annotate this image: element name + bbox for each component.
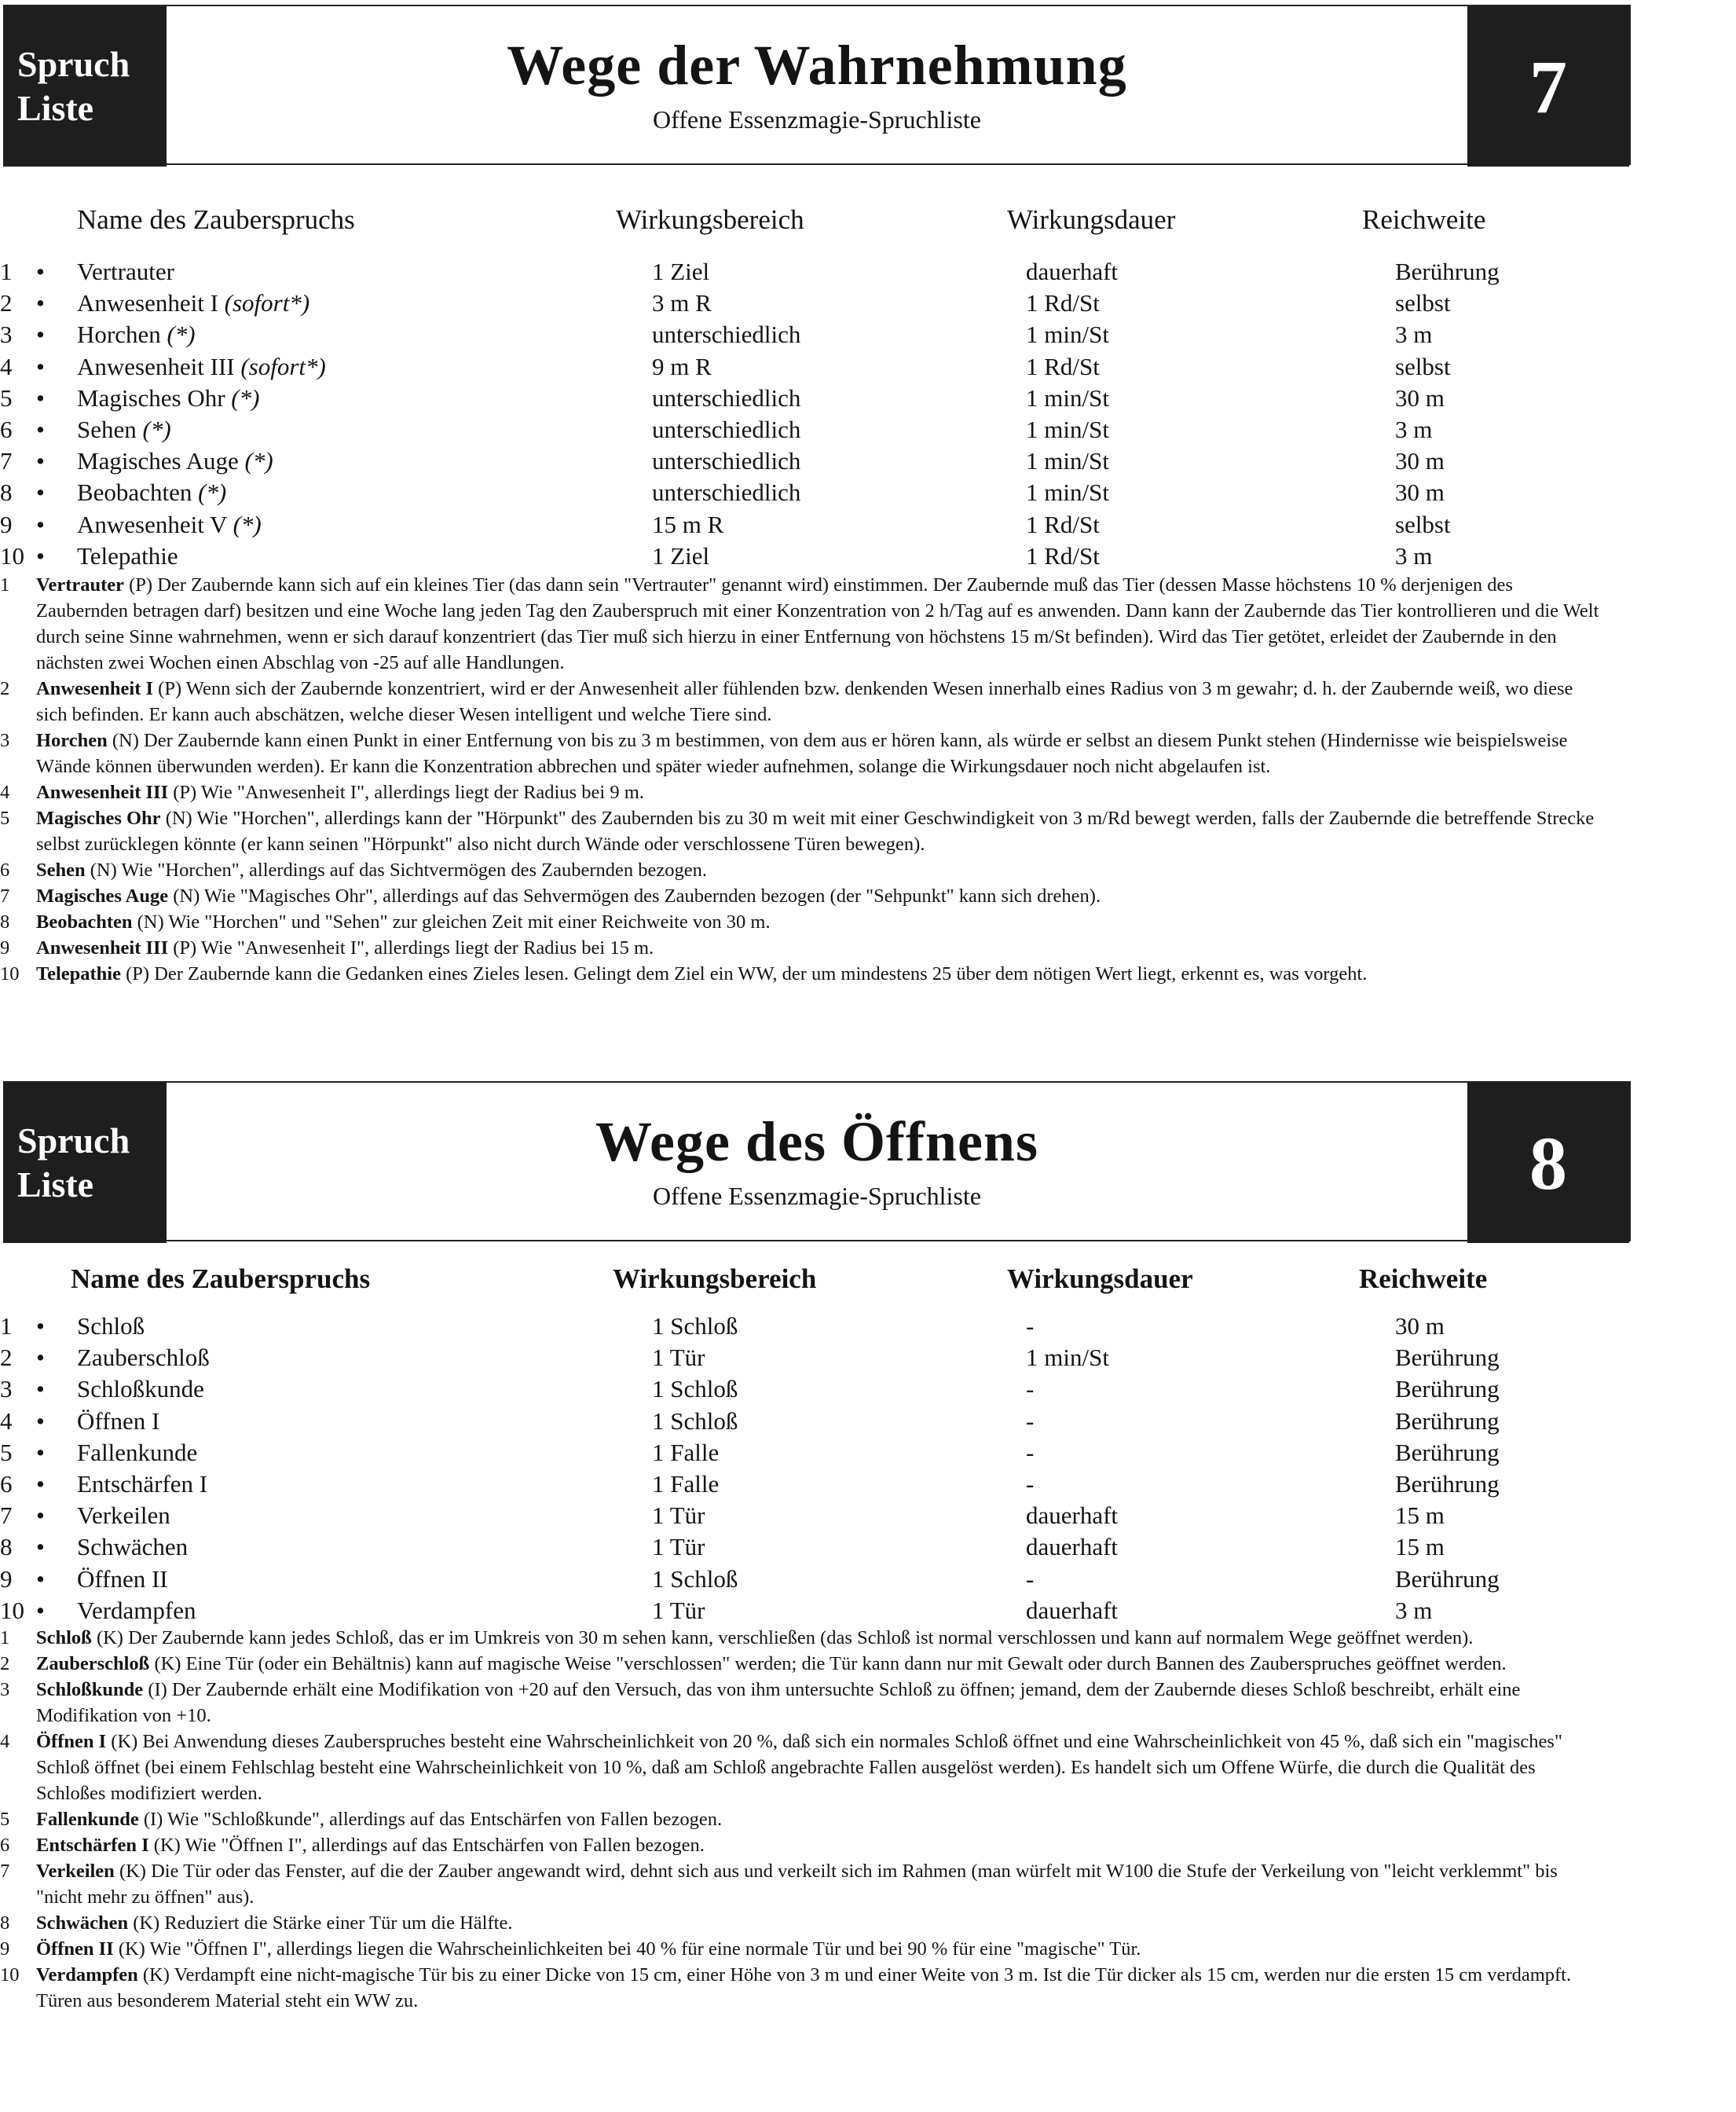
- description-number: 2: [0, 678, 10, 699]
- description-number: 5: [0, 808, 10, 829]
- description-spell-name: Öffnen I: [36, 1731, 107, 1752]
- column-header-bereich: Wirkungsbereich: [616, 204, 804, 235]
- spell-description: [0, 1832, 1602, 1858]
- spell-duration: -: [1026, 1564, 1035, 1593]
- spell-name: [77, 511, 262, 539]
- spell-name-text: Magisches Ohr: [77, 383, 225, 412]
- description-number: 9: [0, 1938, 10, 1960]
- spell-description: [0, 1806, 1602, 1832]
- description-spell-name: Zauberschloß: [36, 1653, 150, 1674]
- bullet-icon: •: [36, 321, 45, 349]
- spell-suffix: (*): [142, 416, 171, 443]
- spell-area: 1 Schloß: [652, 1375, 738, 1403]
- list-number: 7: [1467, 6, 1629, 167]
- description-spell-name: Schloßkunde: [36, 1679, 144, 1700]
- spell-description: [0, 1910, 1602, 1936]
- description-text: (N) Der Zaubernde kann einen Punkt in einer Entfernung von bis zu 3 m bestimmen, von dem aus er hören kann, als würde er selbst an diesem Punkt stehen (Hindernisse wie beispielsweise Wände können überwunden werden). Er kann die Konzentration abbrechen und später wieder aufnehmen, solange die Wirkungsdauer noch nicht abgelaufen ist.: [36, 730, 1568, 777]
- spell-duration: 1 Rd/St: [1026, 510, 1100, 538]
- spell-name: Öffnen II: [77, 1564, 168, 1593]
- spell-number: 3: [0, 321, 13, 349]
- description-spell-name: Magisches Auge: [36, 886, 169, 907]
- table-row: [0, 321, 1689, 352]
- spell-description: [0, 1936, 1602, 1962]
- table-row: [0, 1375, 1689, 1406]
- description-text: (N) Wie "Magisches Ohr", allerdings auf das Sehvermögen des Zaubernden bezogen (der "Sehpunkt" kann sich drehen).: [168, 886, 1101, 907]
- bullet-icon: •: [36, 383, 45, 412]
- description-spell-name: Anwesenheit III: [36, 782, 169, 803]
- list-title: Wege der Wahrnehmung: [507, 34, 1127, 97]
- list-header: [3, 5, 1631, 165]
- spell-duration: 1 Rd/St: [1026, 352, 1100, 380]
- badge-line-1: Spruch: [17, 44, 130, 84]
- spell-descriptions: [0, 1625, 1602, 2014]
- spell-duration: -: [1026, 1406, 1035, 1435]
- spell-name: Schloß: [77, 1312, 145, 1340]
- column-header-reichweite: Reichweite: [1362, 204, 1486, 235]
- spell-area: 1 Ziel: [652, 258, 710, 285]
- spell-description: [0, 779, 1602, 805]
- description-spell-name: Horchen: [36, 730, 108, 751]
- description-spell-name: Schloß: [36, 1627, 92, 1648]
- spell-area: unterschiedlich: [652, 383, 801, 412]
- table-row: [0, 1565, 1689, 1597]
- spell-descriptions: [0, 572, 1602, 987]
- bullet-icon: •: [36, 1438, 45, 1466]
- description-text: (N) Wie "Horchen", allerdings auf das Sichtvermögen des Zaubernden bezogen.: [85, 860, 708, 881]
- spell-name: Vertrauter: [77, 258, 174, 285]
- bullet-icon: •: [36, 416, 45, 443]
- description-number: 8: [0, 1912, 10, 1934]
- description-text: (N) Wie "Horchen" und "Sehen" zur gleichen Zeit mit einer Reichweite von 30 m.: [132, 911, 771, 933]
- spell-name: [77, 384, 259, 412]
- badge-line-2: Liste: [17, 88, 94, 128]
- spell-range: 30 m: [1395, 478, 1445, 507]
- spell-name: [77, 416, 171, 444]
- table-row: [0, 1439, 1689, 1470]
- description-number: 2: [0, 1653, 10, 1674]
- spell-description: [0, 572, 1602, 676]
- column-header-name: Name des Zauberspruchs: [77, 204, 355, 235]
- spell-name-text: Beobachten: [77, 478, 192, 507]
- bullet-icon: •: [36, 1502, 45, 1530]
- spell-range: Berührung: [1395, 1564, 1500, 1593]
- spell-range: selbst: [1395, 510, 1451, 538]
- spell-name: Schwächen: [77, 1533, 189, 1561]
- spell-name-text: Horchen: [77, 321, 161, 349]
- description-text: (K) Der Zaubernde kann jedes Schloß, das er im Umkreis von 30 m sehen kann, verschließen (das Schloß ist normal verschlossen und kann auf normalem Wege geöffnet werden).: [91, 1627, 1474, 1648]
- description-text: (K) Wie "Öffnen I", allerdings liegen die Wahrscheinlichkeiten bei 40 % für eine normale Tür und bei 90 % für eine "magische" Tür.: [113, 1938, 1141, 1960]
- spell-area: 15 m R: [652, 510, 724, 538]
- spell-description: [0, 909, 1602, 935]
- spell-number: 1: [0, 1312, 13, 1340]
- spell-suffix: (sofort*): [240, 352, 326, 380]
- spell-suffix: (sofort*): [224, 289, 310, 317]
- bullet-icon: •: [36, 1564, 45, 1593]
- description-text: (K) Eine Tür (oder ein Behältnis) kann auf magische Weise "verschlossen" werden; die Tür kann dann nur mit Gewalt oder durch Bannen des Zauberspruches geöffnet werden.: [149, 1653, 1507, 1674]
- spell-name: Zauberschloß: [77, 1344, 210, 1372]
- spell-number: 2: [0, 1344, 13, 1372]
- bullet-icon: •: [36, 1312, 45, 1340]
- spell-area: 1 Schloß: [652, 1406, 738, 1435]
- bullet-icon: •: [36, 510, 45, 538]
- spell-area: 1 Schloß: [652, 1564, 738, 1593]
- table-row: [0, 416, 1689, 447]
- spell-description: [0, 1962, 1602, 2014]
- spell-area: 1 Ziel: [652, 541, 710, 570]
- spell-range: 30 m: [1395, 1312, 1445, 1340]
- bullet-icon: •: [36, 478, 45, 507]
- spell-name: [77, 353, 326, 381]
- description-number: 4: [0, 782, 10, 803]
- spell-area: unterschiedlich: [652, 447, 801, 475]
- spell-name-text: Anwesenheit I: [77, 289, 218, 317]
- table-row: [0, 353, 1689, 384]
- spell-area: 1 Falle: [652, 1438, 720, 1466]
- spell-range: selbst: [1395, 352, 1451, 380]
- spell-suffix: (*): [244, 447, 273, 475]
- spell-duration: -: [1026, 1470, 1035, 1498]
- column-header-bereich: Wirkungsbereich: [613, 1263, 817, 1294]
- table-row: [0, 1312, 1689, 1344]
- bullet-icon: •: [36, 258, 45, 285]
- spell-duration: dauerhaft: [1026, 1596, 1119, 1624]
- spell-name-text: Sehen: [77, 416, 137, 443]
- spell-description: [0, 1625, 1602, 1651]
- spell-name: Verkeilen: [77, 1502, 170, 1530]
- spell-number: 8: [0, 478, 13, 507]
- spell-range: 3 m: [1395, 321, 1433, 349]
- description-number: 7: [0, 1861, 10, 1882]
- spell-area: 1 Falle: [652, 1470, 720, 1498]
- description-number: 10: [0, 963, 20, 984]
- spell-range: Berührung: [1395, 258, 1500, 285]
- spell-area: 1 Schloß: [652, 1312, 738, 1340]
- description-number: 3: [0, 1679, 10, 1700]
- spell-number: 4: [0, 352, 13, 380]
- description-spell-name: Schwächen: [36, 1912, 129, 1934]
- description-spell-name: Sehen: [36, 860, 86, 881]
- spell-range: selbst: [1395, 289, 1451, 317]
- description-number: 6: [0, 1835, 10, 1856]
- spell-duration: dauerhaft: [1026, 1533, 1119, 1561]
- description-spell-name: Vertrauter: [36, 574, 125, 596]
- table-row: [0, 1533, 1689, 1564]
- description-number: 1: [0, 574, 10, 596]
- description-number: 6: [0, 860, 10, 881]
- list-title: Wege des Öffnens: [595, 1110, 1038, 1173]
- spell-number: 7: [0, 1502, 13, 1530]
- spell-duration: 1 min/St: [1026, 383, 1109, 412]
- description-number: 8: [0, 911, 10, 933]
- description-spell-name: Fallenkunde: [36, 1809, 139, 1830]
- spell-description: [0, 805, 1602, 857]
- table-row: [0, 1344, 1689, 1375]
- description-spell-name: Verkeilen: [36, 1861, 115, 1882]
- spell-name: [77, 321, 196, 349]
- bullet-icon: •: [36, 447, 45, 475]
- spell-area: 1 Tür: [652, 1344, 705, 1372]
- spell-duration: 1 min/St: [1026, 447, 1109, 475]
- spell-description: [0, 1729, 1602, 1806]
- spell-duration: 1 min/St: [1026, 416, 1109, 443]
- spell-name: [77, 447, 273, 475]
- description-text: (P) Der Zaubernde kann die Gedanken eines Zieles lesen. Gelingt dem Ziel ein WW, der um mindestens 25 über dem nötigen Wert liegt, erkennt es, was vorgeht.: [121, 963, 1368, 984]
- spell-name: Fallenkunde: [77, 1438, 198, 1466]
- description-text: (I) Der Zaubernde erhält eine Modifikation von +20 auf den Versuch, das von ihm untersuchte Schloß zu öffnen; jemand, dem der Zaubernde dieses Schloß beschreibt, erhält eine Modifikation von +10.: [36, 1679, 1521, 1726]
- spell-number: 5: [0, 383, 13, 412]
- spell-duration: -: [1026, 1438, 1035, 1466]
- spell-duration: 1 min/St: [1026, 321, 1109, 349]
- spell-area: 3 m R: [652, 289, 712, 317]
- spell-duration: 1 min/St: [1026, 1344, 1109, 1372]
- table-row: [0, 1502, 1689, 1533]
- table-row: [0, 542, 1689, 574]
- spell-number: 1: [0, 258, 13, 285]
- description-text: (K) Bei Anwendung dieses Zauberspruches besteht eine Wahrscheinlichkeit von 20 %, daß sich ein normales Schloß öffnet und eine Wahrscheinlichkeit von 45 %, daß sich ein "magisches" Schloß öffnet (bei einem Fehlschlag besteht eine Wahrscheinlichkeit von 10 %, daß am Schloß angebrachte Fallen ausgelöst werden). Es handelt sich um Offene Würfe, die durch die Qualität des Schloßes modifiziert werden.: [36, 1731, 1562, 1804]
- badge-line-1: Spruch: [17, 1120, 130, 1160]
- list-subtitle: Offene Essenzmagie-Spruchliste: [653, 105, 981, 134]
- spell-area: 1 Tür: [652, 1596, 705, 1624]
- spell-duration: 1 Rd/St: [1026, 541, 1100, 570]
- table-row: [0, 447, 1689, 478]
- table-row: [0, 1597, 1689, 1628]
- table-row: [0, 511, 1689, 542]
- spell-number: 7: [0, 447, 13, 475]
- description-spell-name: Öffnen II: [36, 1938, 114, 1960]
- description-text: (K) Verdampft eine nicht-magische Tür bis zu einer Dicke von 15 cm, einer Höhe von 3 m und einer Weite von 3 m. Ist die Tür dicker als 15 cm, werden nur die ersten 15 cm verdampft. Türen aus besonderem Material steht ein WW zu.: [36, 1964, 1572, 2011]
- bullet-icon: •: [36, 352, 45, 380]
- list-header: [3, 1081, 1631, 1241]
- description-text: (P) Wie "Anwesenheit I", allerdings liegt der Radius bei 9 m.: [168, 782, 644, 803]
- spell-range: 3 m: [1395, 541, 1433, 570]
- description-spell-name: Verdampfen: [36, 1964, 138, 1986]
- spell-duration: dauerhaft: [1026, 258, 1119, 285]
- spell-range: 30 m: [1395, 383, 1445, 412]
- spell-number: 9: [0, 510, 13, 538]
- description-text: (I) Wie "Schloßkunde", allerdings auf das Entschärfen von Fallen bezogen.: [138, 1809, 723, 1830]
- spell-range: 3 m: [1395, 416, 1433, 443]
- description-text: (K) Reduziert die Stärke einer Tür um die Hälfte.: [128, 1912, 513, 1934]
- description-number: 5: [0, 1809, 10, 1830]
- list-number: 8: [1467, 1083, 1629, 1243]
- description-spell-name: Magisches Ohr: [36, 808, 161, 829]
- spell-description: [0, 676, 1602, 728]
- description-spell-name: Entschärfen I: [36, 1835, 149, 1856]
- badge-line-2: Liste: [17, 1164, 94, 1204]
- description-spell-name: Anwesenheit III: [36, 937, 169, 959]
- spell-description: [0, 857, 1602, 883]
- spell-name: [77, 289, 309, 317]
- spell-name: [77, 478, 226, 507]
- list-subtitle: Offene Essenzmagie-Spruchliste: [653, 1182, 981, 1210]
- spell-name: Öffnen I: [77, 1406, 160, 1435]
- spell-suffix: (*): [231, 383, 260, 412]
- spell-description: [0, 961, 1602, 987]
- description-number: 1: [0, 1627, 10, 1648]
- spell-duration: 1 min/St: [1026, 478, 1109, 507]
- spell-duration: 1 Rd/St: [1026, 289, 1100, 317]
- spell-name-text: Magisches Auge: [77, 447, 239, 475]
- spell-name-text: Anwesenheit III: [77, 352, 235, 380]
- spell-number: 4: [0, 1406, 13, 1435]
- spell-description: [0, 935, 1602, 961]
- spell-duration: dauerhaft: [1026, 1502, 1119, 1530]
- bullet-icon: •: [36, 1596, 45, 1624]
- spell-name: Verdampfen: [77, 1596, 196, 1624]
- description-text: (P) Wenn sich der Zaubernde konzentriert, wird er der Anwesenheit aller fühlenden bzw. denkenden Wesen innerhalb eines Radius von 3 m gewahr; d. h. der Zaubernde weiß, wo diese sich befinden. Er kann auch abschätzen, welche dieser Wesen intelligent und welche Tiere sind.: [36, 678, 1573, 725]
- spell-description: [0, 1651, 1602, 1677]
- spell-area: 9 m R: [652, 352, 712, 380]
- spell-description: [0, 1858, 1602, 1910]
- spell-range: 30 m: [1395, 447, 1445, 475]
- spell-description: [0, 1677, 1602, 1729]
- column-header-reichweite: Reichweite: [1359, 1263, 1488, 1294]
- spell-name: Entschärfen I: [77, 1470, 208, 1498]
- spell-number: 10: [0, 1596, 24, 1624]
- spell-range: 15 m: [1395, 1502, 1445, 1530]
- spell-duration: -: [1026, 1375, 1035, 1403]
- spell-number: 8: [0, 1533, 13, 1561]
- description-text: (K) Wie "Öffnen I", allerdings auf das Entschärfen von Fallen bezogen.: [148, 1835, 705, 1856]
- spell-number: 5: [0, 1438, 13, 1466]
- spell-area: unterschiedlich: [652, 321, 801, 349]
- bullet-icon: •: [36, 1344, 45, 1372]
- spruch-liste-badge: [3, 6, 167, 167]
- table-row: [0, 1470, 1689, 1502]
- description-number: 7: [0, 886, 10, 907]
- spell-area: 1 Tür: [652, 1533, 705, 1561]
- description-spell-name: Beobachten: [36, 911, 133, 933]
- spell-suffix: (*): [233, 510, 262, 538]
- spell-range: Berührung: [1395, 1438, 1500, 1466]
- spell-area: unterschiedlich: [652, 416, 801, 443]
- spell-range: Berührung: [1395, 1344, 1500, 1372]
- bullet-icon: •: [36, 289, 45, 317]
- description-number: 9: [0, 937, 10, 959]
- bullet-icon: •: [36, 1533, 45, 1561]
- table-row: [0, 1407, 1689, 1439]
- description-number: 3: [0, 730, 10, 751]
- description-text: (P) Der Zaubernde kann sich auf ein kleines Tier (das dann sein "Vertrauter" genannt wird) einstimmen. Der Zaubernde muß das Tier (dessen Masse höchstens 10 % derjenigen des Zaubernden betragen darf) besitzen und eine Woche lang jeden Tag den Zauberspruch mit einer Konzentration von 2 h/Tag auf es anwenden. Dann kann der Zaubernde das Tier kontrollieren und die Welt durch seine Sinne wahrnehmen, wenn er sich darauf konzentriert (das Tier muß sich hierzu in einer Entfernung von höchstens 15 m/St befinden). Wird das Tier getötet, erleidet der Zaubernde in den nächsten zwei Wochen einen Abschlag von -25 auf alle Handlungen.: [36, 574, 1599, 673]
- spell-name: Schloßkunde: [77, 1375, 204, 1403]
- bullet-icon: •: [36, 1375, 45, 1403]
- table-row: [0, 478, 1689, 510]
- spell-number: 6: [0, 1470, 13, 1498]
- spell-suffix: (*): [167, 321, 196, 349]
- description-text: (N) Wie "Horchen", allerdings kann der "Hörpunkt" des Zaubernden bis zu 30 m weit mit einer Geschwindigkeit von 3 m/Rd bewegt werden, falls der Zaubernde die betreffende Strecke selbst zurücklegen könnte (er kann seinen "Hörpunkt" also nicht durch Wände oder verschlossene Türen bewegen).: [36, 808, 1595, 855]
- description-spell-name: Anwesenheit I: [36, 678, 154, 699]
- spell-range: 3 m: [1395, 1596, 1433, 1624]
- spell-number: 3: [0, 1375, 13, 1403]
- spell-name-text: Anwesenheit V: [77, 510, 227, 538]
- bullet-icon: •: [36, 1470, 45, 1498]
- bullet-icon: •: [36, 541, 45, 570]
- column-header-name: Name des Zauberspruchs: [71, 1263, 371, 1294]
- spell-number: 9: [0, 1564, 13, 1593]
- table-row: [0, 258, 1689, 289]
- table-row: [0, 384, 1689, 416]
- column-header-dauer: Wirkungsdauer: [1007, 1263, 1193, 1294]
- spruch-liste-badge: [3, 1083, 167, 1243]
- spell-area: 1 Tür: [652, 1502, 705, 1530]
- description-number: 4: [0, 1731, 10, 1752]
- description-number: 10: [0, 1964, 20, 1986]
- column-header-dauer: Wirkungsdauer: [1007, 204, 1176, 235]
- spell-description: [0, 728, 1602, 779]
- spell-name: Telepathie: [77, 541, 178, 570]
- spell-range: Berührung: [1395, 1375, 1500, 1403]
- spell-range: Berührung: [1395, 1470, 1500, 1498]
- description-spell-name: Telepathie: [36, 963, 121, 984]
- spell-number: 2: [0, 289, 13, 317]
- spell-area: unterschiedlich: [652, 478, 801, 507]
- description-text: (K) Die Tür oder das Fenster, auf die der Zauber angewandt wird, dehnt sich aus und verkeilt sich im Rahmen (man würfelt mit W100 die Stufe der Verkeilung von "leicht verklemmt" bis "nicht mehr zu öffnen" aus).: [36, 1861, 1558, 1908]
- spell-suffix: (*): [198, 478, 227, 507]
- spell-range: 15 m: [1395, 1533, 1445, 1561]
- spell-range: Berührung: [1395, 1406, 1500, 1435]
- spell-description: [0, 883, 1602, 909]
- spell-number: 10: [0, 541, 24, 570]
- bullet-icon: •: [36, 1406, 45, 1435]
- spell-number: 6: [0, 416, 13, 443]
- table-row: [0, 289, 1689, 321]
- spell-duration: -: [1026, 1312, 1035, 1340]
- description-text: (P) Wie "Anwesenheit I", allerdings liegt der Radius bei 15 m.: [168, 937, 654, 959]
